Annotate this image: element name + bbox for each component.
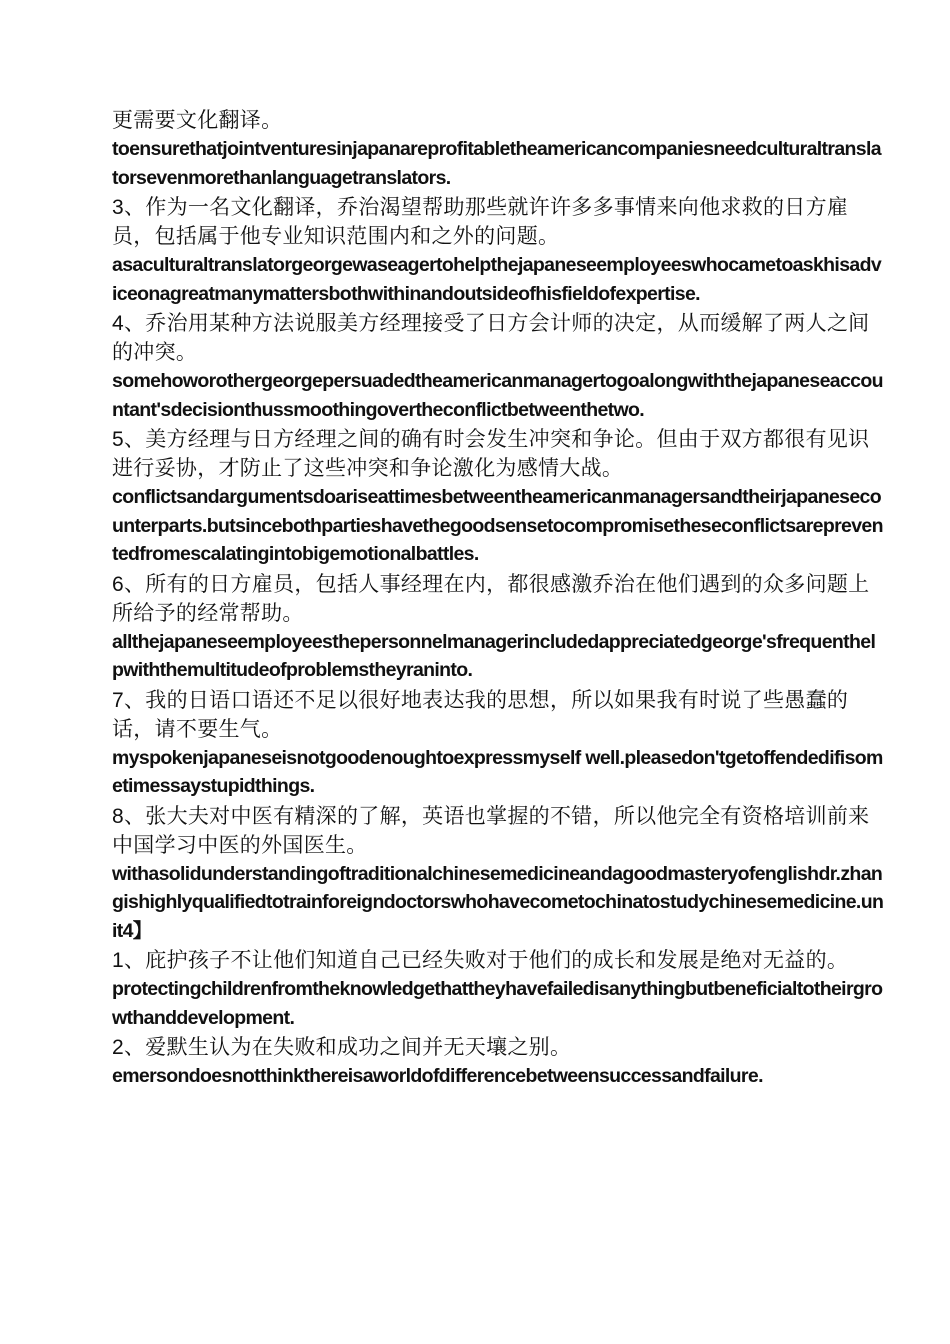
english-translation: withasolidunderstandingoftraditionalchinesemedicineandagoodmasteryofenglishdr.zhangishighlyqualifiedtotrainforeigndoctorswhohavecometochinatostudychinesemedicine.unit4】 — [112, 862, 884, 942]
english-translation: conflictsandargumentsdoariseattimesbetweentheamericanmanagersandtheirjapanesecounterparts.butsincebothpartieshavethegoodsensetocompromisetheseconflictsarepreventedfromescalatingintobigemotionalbattles. — [112, 486, 883, 565]
english-translation: protectingchildrenfromtheknowledgethattheyhavefailedisanythingbutbeneficialtotheirgrowthanddevelopment. — [112, 978, 883, 1029]
english-translation: emersondoesnotthinkthereisaworldofdifferencebetweensuccessandfailure. — [112, 1065, 763, 1087]
english-translation: allthejapaneseemployeesthepersonnelmanagerincludedappreciatedgeorge'sfrequenthelpwiththemultitudeofproblemstheyraninto. — [112, 630, 876, 681]
english-translation: toensurethatjointventuresinjapanareprofitabletheamericancompaniesneedculturaltranslatorsevenmorethanlanguagetranslators. — [112, 138, 881, 189]
english-translation: asaculturaltranslatorgeorgewaseagertohelpthejapaneseemployeeswhocametoaskhisadviceonagreatmanymattersbothwithinandoutsideofhisfieldofexpertise. — [112, 254, 882, 305]
chinese-sentence: 2、爱默生认为在失败和成功之间并无天壤之别。 — [112, 1035, 572, 1059]
chinese-sentence: 5、美方经理与日方经理之间的确有时会发生冲突和争论。但由于双方都很有见识进行妥协，才防止了这些冲突和争论激化为感情大战。 — [112, 427, 870, 480]
english-translation: myspokenjapaneseisnotgoodenoughtoexpressmyself well.pleasedon'tgetoffendedifisometimessaystupidthings. — [112, 746, 883, 797]
document-body — [112, 106, 884, 1092]
english-translation: somehoworothergeorgepersuadedtheamericanmanagertogoalongwiththejapaneseaccountant'sdecisionthussmoothingovertheconflictbetweenthetwo. — [112, 370, 883, 421]
chinese-sentence: 更需要文化翻译。 — [112, 108, 283, 132]
chinese-sentence: 1、庇护孩子不让他们知道自己已经失败对于他们的成长和发展是绝对无益的。 — [112, 948, 849, 972]
chinese-sentence: 8、张大夫对中医有精深的了解，英语也掌握的不错，所以他完全有资格培训前来中国学习中医的外国医生。 — [112, 803, 870, 857]
chinese-sentence: 7、我的日语口语还不足以很好地表达我的思想，所以如果我有时说了些愚蠢的话，请不要生气。 — [112, 687, 849, 741]
chinese-sentence: 3、作为一名文化翻译，乔治渴望帮助那些就许许多多事情来向他求救的日方雇员，包括属于他专业知识范围内和之外的问题。 — [112, 195, 849, 248]
chinese-sentence: 6、所有的日方雇员，包括人事经理在内，都很感激乔治在他们遇到的众多问题上所给予的经常帮助。 — [112, 571, 870, 625]
chinese-sentence: 4、乔治用某种方法说服美方经理接受了日方会计师的决定，从而缓解了两人之间的冲突。 — [112, 311, 870, 364]
